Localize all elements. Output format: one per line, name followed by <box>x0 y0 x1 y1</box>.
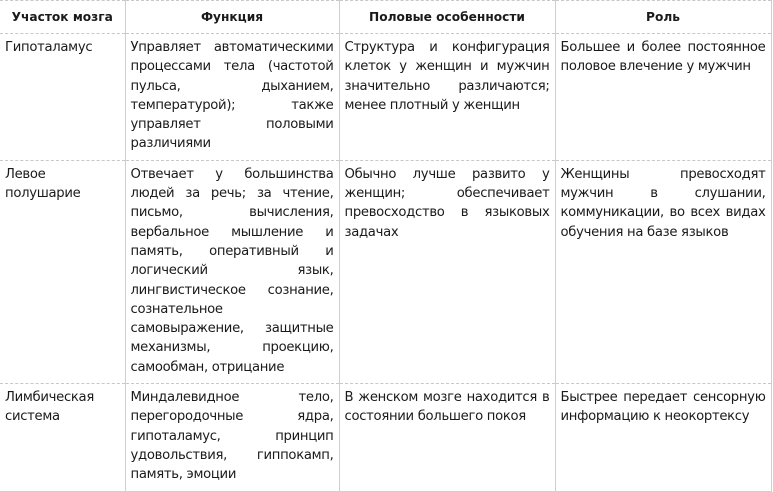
cell-role: Женщины превосходят мужчин в слушании, коммуникации, во всех видах обучения на базе языков <box>555 160 771 383</box>
cell-area: Гипоталамус <box>0 34 125 161</box>
cell-sex-features: Обычно лучше развито у женщин; обеспечивает превосходство в языковых задачах <box>339 160 555 383</box>
cell-sex-features: Структура и конфигурация клеток у женщин и мужчин значительно различаются; менее плотный у женщин <box>339 34 555 161</box>
header-function: Функция <box>125 1 339 34</box>
header-role: Роль <box>555 1 771 34</box>
cell-function: Управляет автоматическими процессами тела (частотой пульса, дыханием, температурой); также управляет половыми различиями <box>125 34 339 161</box>
header-sex-features: Половые особенности <box>339 1 555 34</box>
cell-area: Левое полушарие <box>0 160 125 383</box>
header-area: Участок мозга <box>0 1 125 34</box>
cell-area: Лимбическая система <box>0 384 125 491</box>
table-row <box>0 384 771 491</box>
cell-function: Отвечает у большинства людей за речь; за чтение, письмо, вычисления, вербальное мышление и память, оперативный и логический язык, лингвистическое сознание, сознательное самовыражение, защитные механизмы, проекцию, самообман, отрицание <box>125 160 339 383</box>
cell-sex-features: В женском мозге находится в состоянии большего покоя <box>339 384 555 491</box>
cell-function: Миндалевидное тело, перегородочные ядра, гипоталамус, принцип удовольствия, гиппокамп, память, эмоции <box>125 384 339 491</box>
cell-role: Большее и более постоянное половое влечение у мужчин <box>555 34 771 161</box>
table-row <box>0 160 771 383</box>
table-row <box>0 34 771 161</box>
cell-role: Быстрее передает сенсорную информацию к неокортексу <box>555 384 771 491</box>
header-row <box>0 1 771 34</box>
